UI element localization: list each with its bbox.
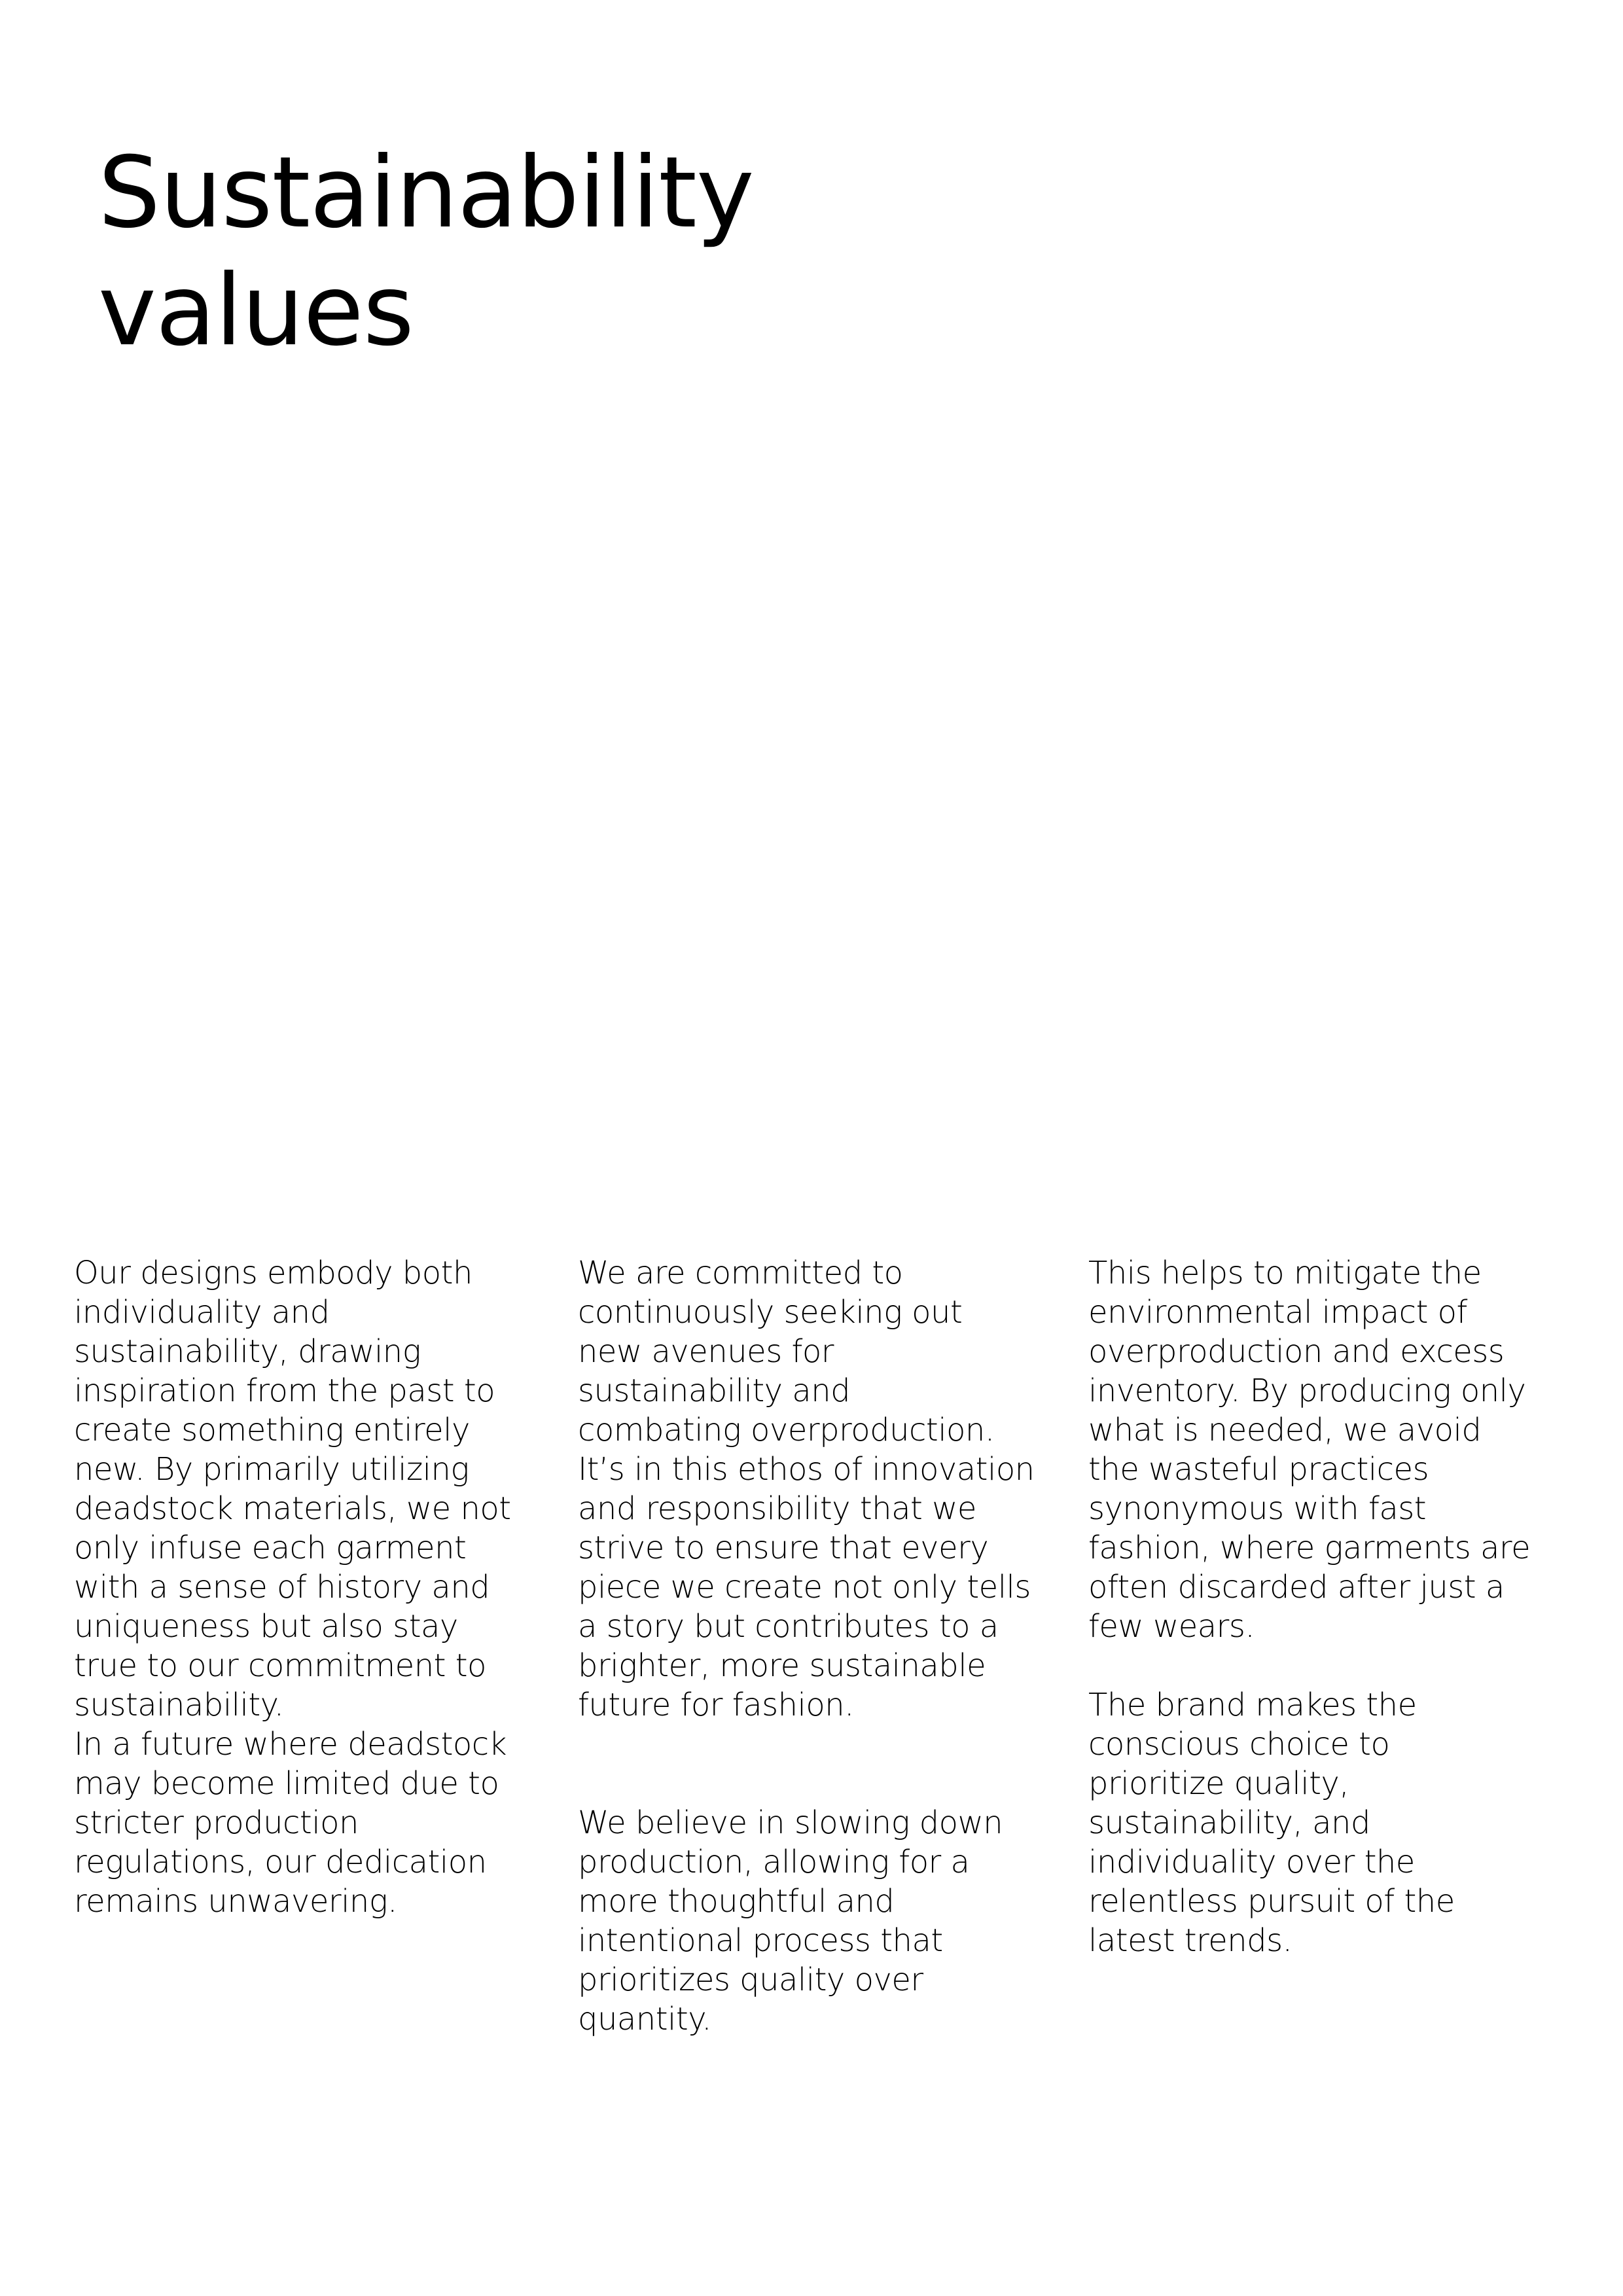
paragraph: This helps to mitigate the environmental impact of overproduction and excess inventory. By producing only what is needed, we avoid the wasteful practices synonymous with fast fashion, where garments are often discarded after just a few wears. (1088, 1255, 1531, 1645)
paragraph: The brand makes the conscious choice to prioritize quality, sustainability, and individuality over the relentless pursuit of the latest trends. (1088, 1687, 1455, 1959)
paragraph: We believe in slowing down production, allowing for a more thoughtful and intentional process that prioritizes quality over quantity. (578, 1804, 1003, 2037)
paragraph: We are committed to continuously seeking out new avenues for sustainability and combating overproduction. It’s in this ethos of innovation and responsibility that we strive to ensure that every piece we create not only tells a story but contributes to a brighter, more sustainable future for fashion. (578, 1255, 1035, 1723)
text-column-right (1088, 1253, 1560, 1960)
paragraph-spacer (1088, 1646, 1560, 1685)
paragraph: Our designs embody both individuality and sustainability, drawing inspiration from the past to create something entirely new. By primarily utilizing deadstock materials, we not only infuse each garment with a sense of history and uniqueness but also stay true to our commitment to sustainability. In a future where deadstock may become limited due to stricter production regulations, our dedication remains unwavering. (74, 1255, 511, 1920)
page-title: Sustainability values (98, 136, 754, 368)
paragraph-spacer (578, 1725, 1049, 1803)
text-column-left (74, 1253, 545, 1921)
text-column-middle (578, 1253, 1049, 2039)
